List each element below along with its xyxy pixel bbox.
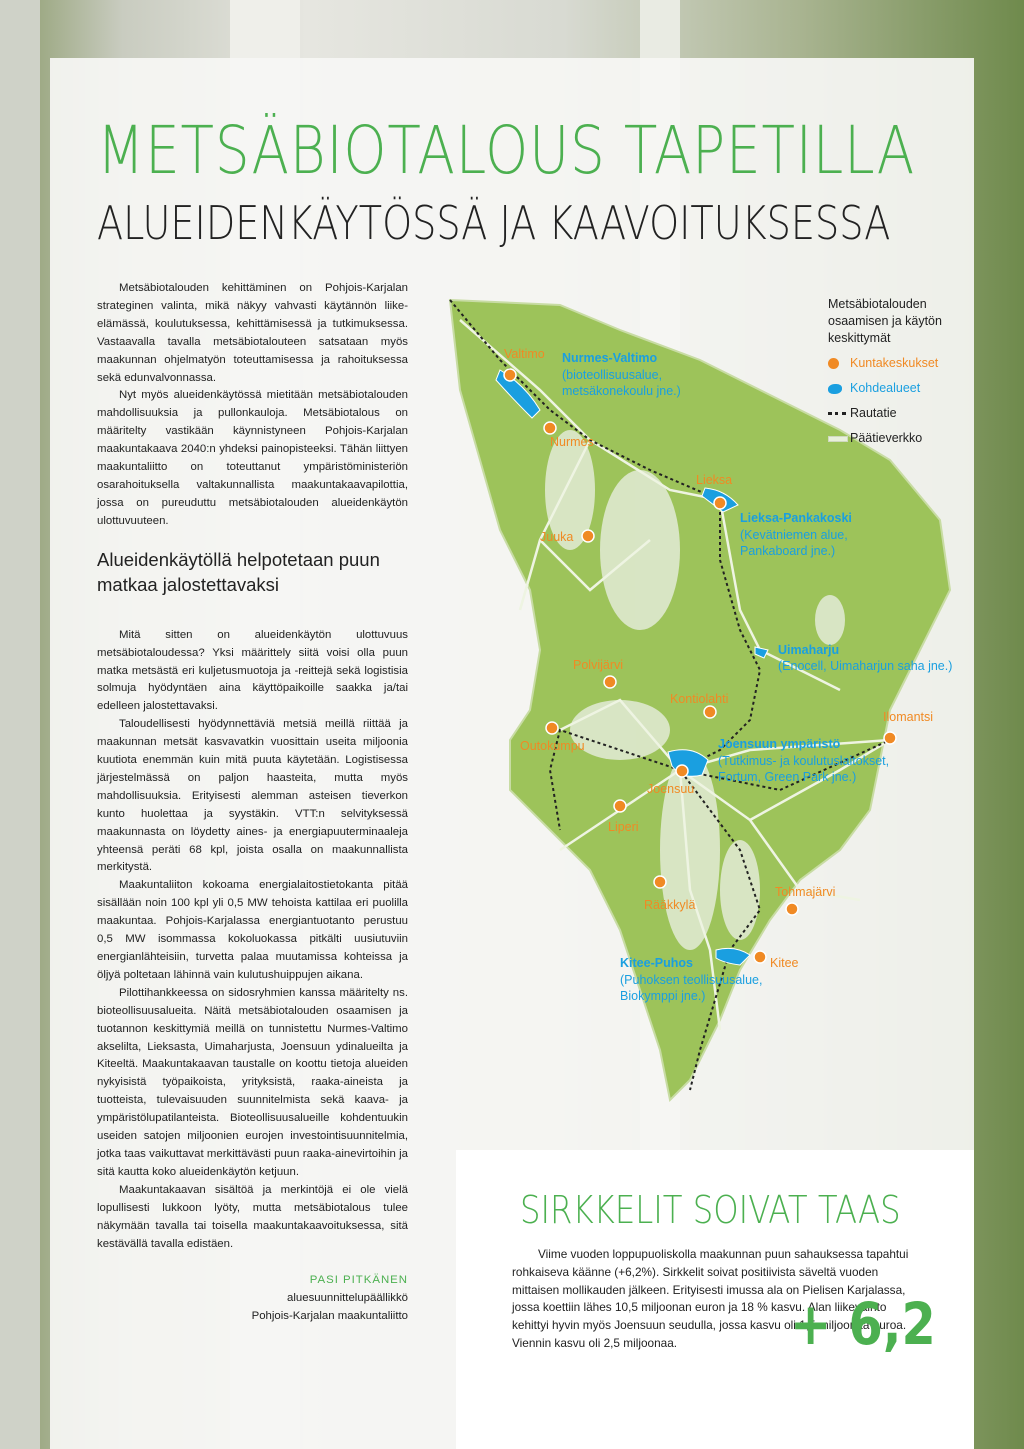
area-name: Kitee-Puhos	[620, 956, 693, 970]
orange-dot-icon	[828, 358, 850, 369]
sidebox-title: SIRKKELIT SOIVAT TAAS	[520, 1188, 901, 1232]
town-label: Kitee	[770, 956, 799, 970]
area-name: Lieksa-Pankakoski	[740, 511, 852, 525]
town-label: Rääkkylä	[644, 898, 696, 912]
map-legend	[828, 296, 968, 447]
town-label: Joensuu	[647, 782, 695, 796]
area-desc-line: (bioteollisuusalue,	[562, 368, 663, 382]
town-label: Valtimo	[504, 347, 545, 361]
area-desc-line: (Kevätniemen alue,	[740, 528, 848, 542]
blue-area-icon	[828, 384, 850, 394]
sidebox-paragraph: Viime vuoden loppupuoliskolla maakunnan puun sahauksessa tapahtui rohkaiseva käänne (+6,2%). Sirkkelit soivat positiivista säveltä vuoden mittaisen mollikauden jälkeen. Erityisesti imussa ala on Pielisen Karjalassa, jossa koettiin lähes 10,5 miljoonan euron ja 18 % kasvu. Alan liikevaihto kehittyi hyvin myös Joensuun seudulla, jossa kasvu oli 1,5 miljoonaa euroa. Viennin kasvu oli 2,5 miljoonaa.	[512, 1247, 909, 1350]
page-title: METSÄBIOTALOUS TAPETILLA	[97, 112, 916, 189]
area-name: Uimaharju	[778, 643, 840, 657]
area-name: Nurmes-Valtimo	[562, 351, 658, 365]
town-marker-joensuu	[676, 765, 688, 777]
page-subtitle: ALUEIDENKÄYTÖSSÄ JA KAAVOITUKSESSA	[97, 196, 891, 250]
area-desc: (Enocell, Uimaharjun saha jne.)	[778, 659, 953, 673]
author-title: aluesuunnittelupäällikkö	[287, 1292, 408, 1305]
area-desc-line: (Tutkimus- ja koulutuslaitokset,	[718, 754, 890, 768]
body-paragraph: Mitä sitten on alueidenkäytön ulottuvuus metsäbiotaloudessa? Yksi määrittely siitä voisi olla puun matka metsästä eri kuljetusmuotoja ja -reittejä sekä logistisia solmuja hyödyntäen aina käyttöpaikoille saakka ja/tai edelleen jalostettavaksi.	[97, 628, 408, 713]
town-marker-raakkyla	[654, 876, 666, 888]
author-signature	[97, 1271, 408, 1325]
section-heading: Alueidenkäytöllä helpotetaan puun matkaa jalostettavaksi	[97, 548, 380, 595]
body-paragraph: Pilottihankkeessa on sidosryhmien kanssa määritelty ns. bioteollisuusalueita. Näitä metsäbiotalouden osaamisen ja tuotannon keskittymiä meillä on tunnistettu Nurmes-Valtimo akselilta, Lieksasta, Uimaharjusta, Joensuun ydinalueilta ja Kiteeltä. Maakuntakaavan taustalle on koottu tietoja alueiden nykyisistä työpaikoista, yrityksistä, raaka-aineista ja tuotteista, tulevaisuuden suunnitelmista sekä kaava- ja ympäristölupatilanteista. Bioteollisuusalueille kohdentuukin useiden satojen miljoonien eurojen investointisuunnitelmia, jotka taas vaikuttavat merkittävästi puun raaka-ainevirtoihin ja sitä kautta koko alueidenkäytön ketjuun.	[97, 986, 408, 1178]
railway-icon	[828, 412, 850, 415]
legend-label: Rautatie	[850, 406, 897, 420]
town-marker-kitee	[754, 951, 766, 963]
town-marker-kontiolahti	[704, 706, 716, 718]
road-icon	[828, 436, 850, 442]
big-number: + 6,2	[790, 1290, 936, 1358]
lake	[815, 595, 845, 645]
sidebox	[456, 1150, 974, 1449]
town-label: Outokumpu	[520, 739, 585, 753]
town-label: Polvijärvi	[573, 658, 624, 672]
legend-label: Kohdealueet	[850, 381, 921, 395]
body-paragraph: Maakuntaliiton kokoama energialaitostietokanta pitää sisällään noin 100 kpl yli 0,5 MW tehoista kattilaa eri puolilla maakuntaa. Pohjois-Karjalassa energiantuotanto perustuu 0,5 MW isommassa kokoluokassa pitkälti uusiutuviin energianlähteisiin, turvetta palaa muutamissa kohteissa ja öljyä poltetaan lähinnä vain kulutushuippujen aikana.	[97, 879, 408, 981]
town-marker-valtimo	[504, 369, 516, 381]
town-marker-juuka	[582, 530, 594, 542]
town-marker-ilomantsi	[884, 732, 896, 744]
area-desc-line: Fortum, Green Park jne.)	[718, 770, 857, 784]
area-desc-line: Biokymppi jne.)	[620, 989, 706, 1003]
town-label: Nurmes	[550, 435, 594, 449]
town-label: Ilomantsi	[883, 710, 934, 724]
area-desc-line: metsäkonekoulu jne.)	[562, 384, 681, 398]
lake	[660, 750, 720, 950]
legend-label: Kuntakeskukset	[850, 356, 939, 370]
town-marker-nurmes	[544, 422, 556, 434]
town-label: Lieksa	[696, 473, 733, 487]
legend-item	[828, 430, 968, 447]
town-marker-outokumpu	[546, 722, 558, 734]
town-label: Liperi	[608, 820, 639, 834]
article-column	[97, 280, 408, 1325]
intro-paragraph: Nyt myös alueidenkäytössä mietitään metsäbiotalouden mahdollisuuksia ja pullonkauloja. Metsäbiotalous on määritelty vastikään käynnistyneen Pohjois-Karjalan maakuntakaava 2040:n yhdeksi painopisteeksi. Tähän liittyen maakuntaliitto on toteuttanut ympäristöministeriön osarahoituksella valtakunnallista maakuntakaavapilottia, jossa on pureuduttu metsäbiotalouden alueidenkäytön ulottuvuuteen.	[97, 389, 408, 527]
town-label: Tohmajärvi	[775, 885, 836, 899]
legend-item	[828, 405, 968, 422]
area-name: Joensuun ympäristö	[718, 737, 841, 751]
legend-item	[828, 355, 968, 372]
area-desc-line: Pankaboard jne.)	[740, 544, 836, 558]
legend-item	[828, 380, 968, 397]
town-marker-liperi	[614, 800, 626, 812]
body-paragraph: Taloudellisesti hyödynnettäviä metsiä meillä riittää ja maakunnan metsät kasvavatkin vuosittain useita miljoonia kuutiota enemmän kuin mitä puuta käytetään. Logistisessa järjestelmässä on paljon haasteita, mutta myös mahdollisuuksia. Erityisesti alemman asteisen tieverkon kunto huolettaa ja syystäkin. VTT:n selvityksessä maakunnasta on löydetty aines- ja energiapuuterminaaleja yhteensä peräti 68 kpl, joista osalla on maakunnallista merkitystä.	[97, 718, 408, 874]
town-label: Kontiolahti	[670, 692, 729, 706]
town-marker-tohmajarvi	[786, 903, 798, 915]
area-desc-line: (Puhoksen teollisuusalue,	[620, 973, 763, 987]
birch-trunk	[0, 0, 40, 1449]
author-org: Pohjois-Karjalan maakuntaliitto	[251, 1310, 408, 1323]
lake	[600, 470, 680, 630]
town-marker-polvijarvi	[604, 676, 616, 688]
legend-title: Metsäbiotalouden osaamisen ja käytön keskittymät	[828, 297, 942, 345]
town-label: Juuka	[540, 530, 574, 544]
author-name: PASI PITKÄNEN	[309, 1274, 408, 1287]
town-marker-lieksa	[714, 497, 726, 509]
legend-label: Päätieverkko	[850, 431, 923, 445]
body-paragraph: Maakuntakaavan sisältöä ja merkintöjä ei ole vielä lopullisesti lukkoon lyöty, mutta metsäbiotalous tulee näkymään tavalla tai toisella maakuntakaavoituksessa, sitä kestävällä tavalla edistäen.	[97, 1183, 408, 1250]
intro-paragraph: Metsäbiotalouden kehittäminen on Pohjois-Karjalan strateginen valinta, mikä näkyy vahvasti käytännön liike-elämässä, koulutuksessa, kehittämisessä ja tutkimuksessa. Vastaavalla tavalla metsäbiotalouteen satsataan myös maakunnan ohjelmatyön toteuttamisessa ja rahoituksessa sekä edunvalvonnassa.	[97, 282, 408, 384]
